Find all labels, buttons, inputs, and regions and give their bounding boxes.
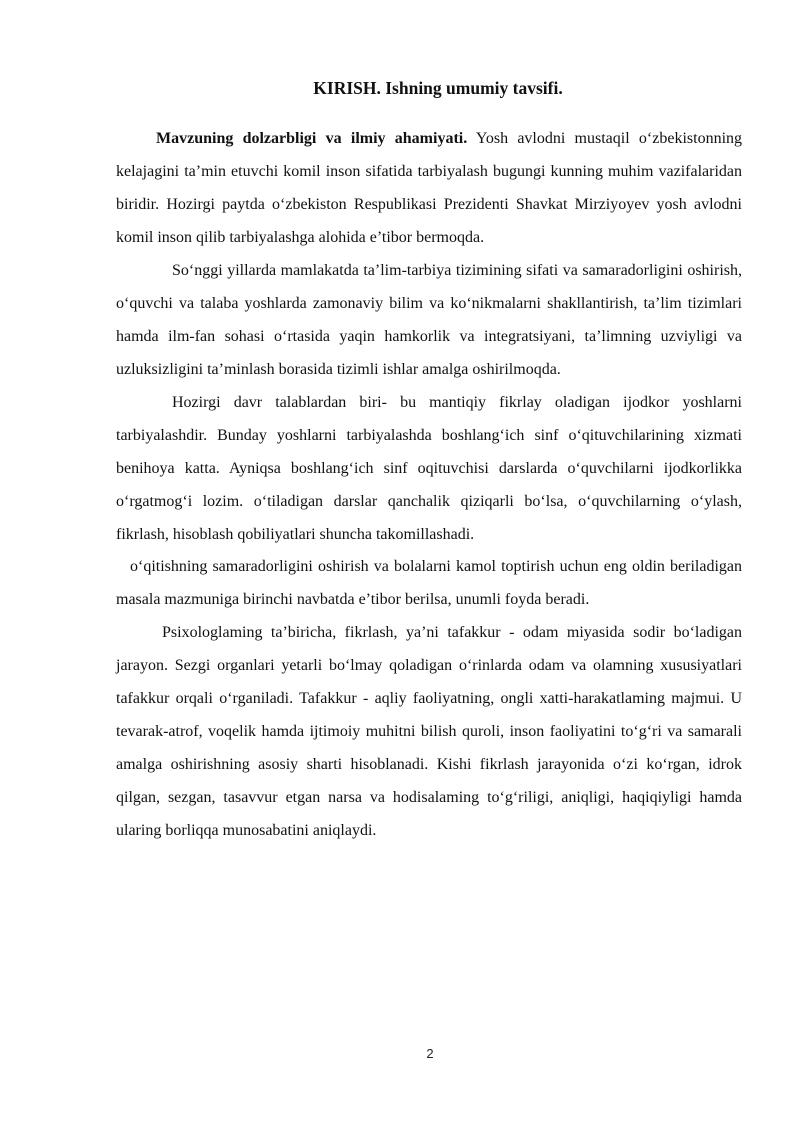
document-title: KIRISH. Ishning umumiy tavsifi.: [313, 78, 563, 98]
page-number: 2: [426, 1046, 434, 1061]
paragraph-text: Yosh avlodni mustaqil o‘zbekistonning kelajagini ta’min etuvchi komil inson sifatida tarbiyalash bugungi kunning muhim vazifalaridan biridir. Hozirgi paytda o‘zbekiston Respublikasi Prezidenti Shavkat Mirziyoyev yosh avlodni komil inson qilib tarbiyalashga alohida e’tibor bermoqda.: [116, 130, 743, 246]
paragraph-teaching-efficiency: o‘qitishning samaradorligini oshirish va bolalarni kamol toptirish uchun eng oldin beriladigan masala mazmuniga birinchi navbatda e’tibor berilsa, unumli foyda beradi.: [116, 558, 742, 608]
paragraph-psychology-thinking: Psixologlaming ta’biricha, fikrlash, ya’ni tafakkur - odam miyasida sodir bo‘ladigan jarayon. Sezgi organlari yetarli bo‘lmay qoladigan o‘rinlarda odam va olamning xususiyatlari tafakkur orqali o‘rganiladi. Tafakkur - aqliy faoliyatning, ongli xatti-harakatlaming majmui. U tevarak-atrof, voqelik hamda ijtimoiy muhitni bilish quroli, inson faoliyatini to‘g‘ri va samarali amalga oshirishning asosiy sharti hisoblanadi. Kishi fikrlash jarayonida o‘zi ko‘rgan, idrok qilgan, sezgan, tasavvur etgan narsa va hodisalaming to‘g‘riligi, aniqligi, haqiqiyligi hamda ularing borliqqa munosabatini aniqlaydi.: [116, 624, 742, 839]
paragraph-lead-heading: Mavzuning dolzarbligi va ilmiy ahamiyati.: [156, 130, 468, 147]
page-content: [116, 76, 742, 847]
paragraph-education-system: So‘nggi yillarda mamlakatda ta’lim-tarbiya tizimining sifati va samaradorligini oshirish, o‘quvchi va talaba yoshlarda zamonaviy bilim va ko‘nikmalarni shakllantirish, ta’lim tizimlari hamda ilm-fan sohasi o‘rtasida yaqin hamkorlik va integratsiyani, ta’limning uzviyligi va uzluksizligini ta’minlash borasida tizimli ishlar amalga oshirilmoqda.: [116, 262, 742, 378]
paragraph-relevance: [116, 122, 742, 254]
paragraph-creative-youth: Hozirgi davr talablardan biri- bu mantiqiy fikrlay oladigan ijodkor yoshlarni tarbiyalashdir. Bunday yoshlarni tarbiyalashda boshlang‘ich sinf o‘qituvchilarining xizmati benihoya katta. Ayniqsa boshlang‘ich sinf oqituvchisi darslarda o‘quvchilarni ijodkorlikka o‘rgatmog‘i lozim. o‘tiladigan darslar qanchalik qiziqarli bo‘lsa, o‘quvchilarning o‘ylash, fikrlash, hisoblash qobiliyatlari shuncha takomillashadi.: [116, 394, 742, 543]
